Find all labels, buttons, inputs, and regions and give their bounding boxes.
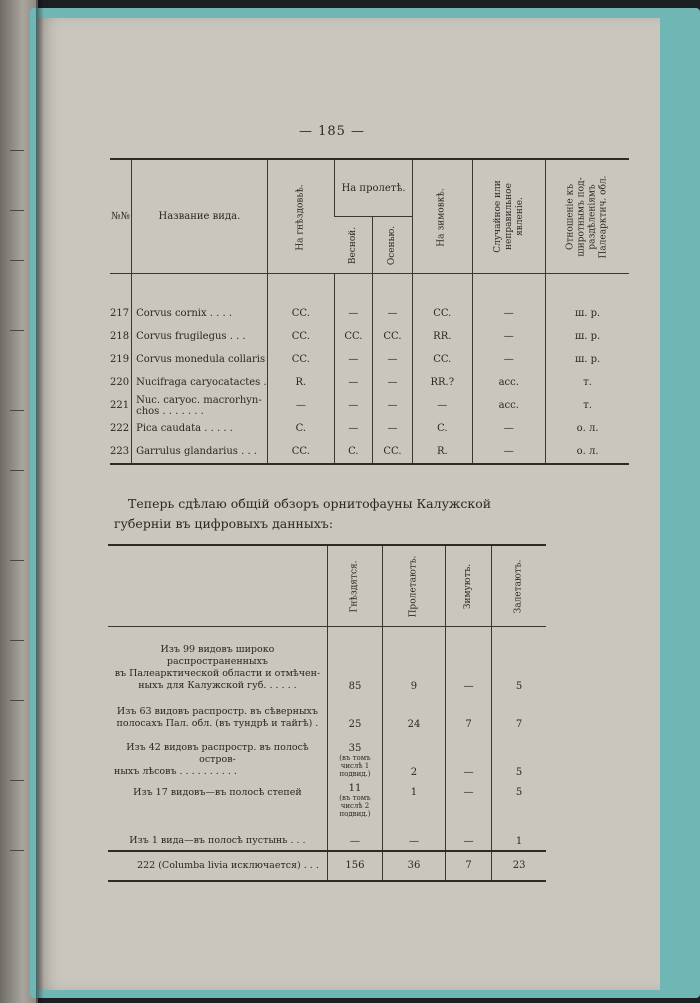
- table-row: 218 Corvus frugilegus . . . CC. CC. CC. RR. — ш. р.: [110, 325, 629, 348]
- summary-paragraph: Теперь сдѣлаю общій обзоръ орнитофауны Калужской губерніи въ цифровыхъ данныхъ:: [114, 496, 492, 531]
- header-accidental: Случайное или неправильное явленіе.: [492, 180, 525, 253]
- table-row: Изъ 99 видовъ широко распространенныхъ въ Палеарктической области и отмѣчен- ныхъ для Калужской губ. . . . . . 85 9 — 5: [108, 627, 546, 695]
- spine-shadow: [36, 0, 44, 1003]
- species-table: [110, 158, 629, 465]
- header-spring: Весной.: [347, 226, 358, 265]
- total-row: 222 (Columba livia исключается) . . . 156 36 7 23: [108, 851, 546, 881]
- header-wintering-count: Зимуютъ.: [463, 563, 474, 610]
- table-row: 222 Pica caudata . . . . . C. — — C. — о. л.: [110, 417, 629, 440]
- table-row: Изъ 17 видовъ—въ полосѣ степей 11 (въ томъ числѣ 2 подвид.) 1 — 5: [108, 781, 546, 821]
- table-row: Изъ 1 вида—въ полосѣ пустынь . . . — — — 1: [108, 821, 546, 851]
- table-row: 219 Corvus monedula collaris CC. — — CC. — ш. р.: [110, 348, 629, 371]
- table-row: 221 Nuc. caryoc. macrorhyn- chos . . . . . . . — — — — acc. т.: [110, 394, 629, 417]
- header-autumn: Осенью.: [386, 225, 397, 266]
- table-row: 220 Nucifraga caryocatactes . R. — — RR.? acc. т.: [110, 371, 629, 394]
- table-row: Изъ 63 видовъ распростр. въ сѣверныхъ полосахъ Пал. обл. (въ тундрѣ и тайгѣ) . 25 24 7 7: [108, 695, 546, 733]
- header-nesting: На гнѣздовьѣ.: [295, 183, 306, 251]
- header-species-name: Название вида.: [132, 159, 268, 274]
- header-vagrant-count: Залетаютъ.: [513, 559, 524, 614]
- header-winter: На зимовкѣ.: [436, 187, 447, 247]
- header-relation: Отношеніе къ широтнымъ под- раздѣленіямъ Палеарктич. обл.: [565, 174, 609, 259]
- header-passing-count: Пролетаютъ.: [408, 555, 419, 618]
- table-row: Изъ 42 видовъ распростр. въ полосѣ остров- ныхъ лѣсовъ . . . . . . . . . . 35 (въ томъ числѣ 1 подвид.) 2 — 5: [108, 733, 546, 781]
- summary-table: [108, 544, 546, 882]
- table-row: 223 Garrulus glandarius . . . CC. C. CC. R. — о. л.: [110, 440, 629, 464]
- header-migration: На пролетѣ.: [335, 159, 413, 217]
- page-number: — 185 —: [298, 124, 366, 139]
- header-number: №№: [110, 159, 132, 274]
- table-row: 217 Corvus cornix . . . . CC. — — CC. — ш. р.: [110, 274, 629, 326]
- header-nesting-count: Гнѣздятся.: [349, 560, 360, 613]
